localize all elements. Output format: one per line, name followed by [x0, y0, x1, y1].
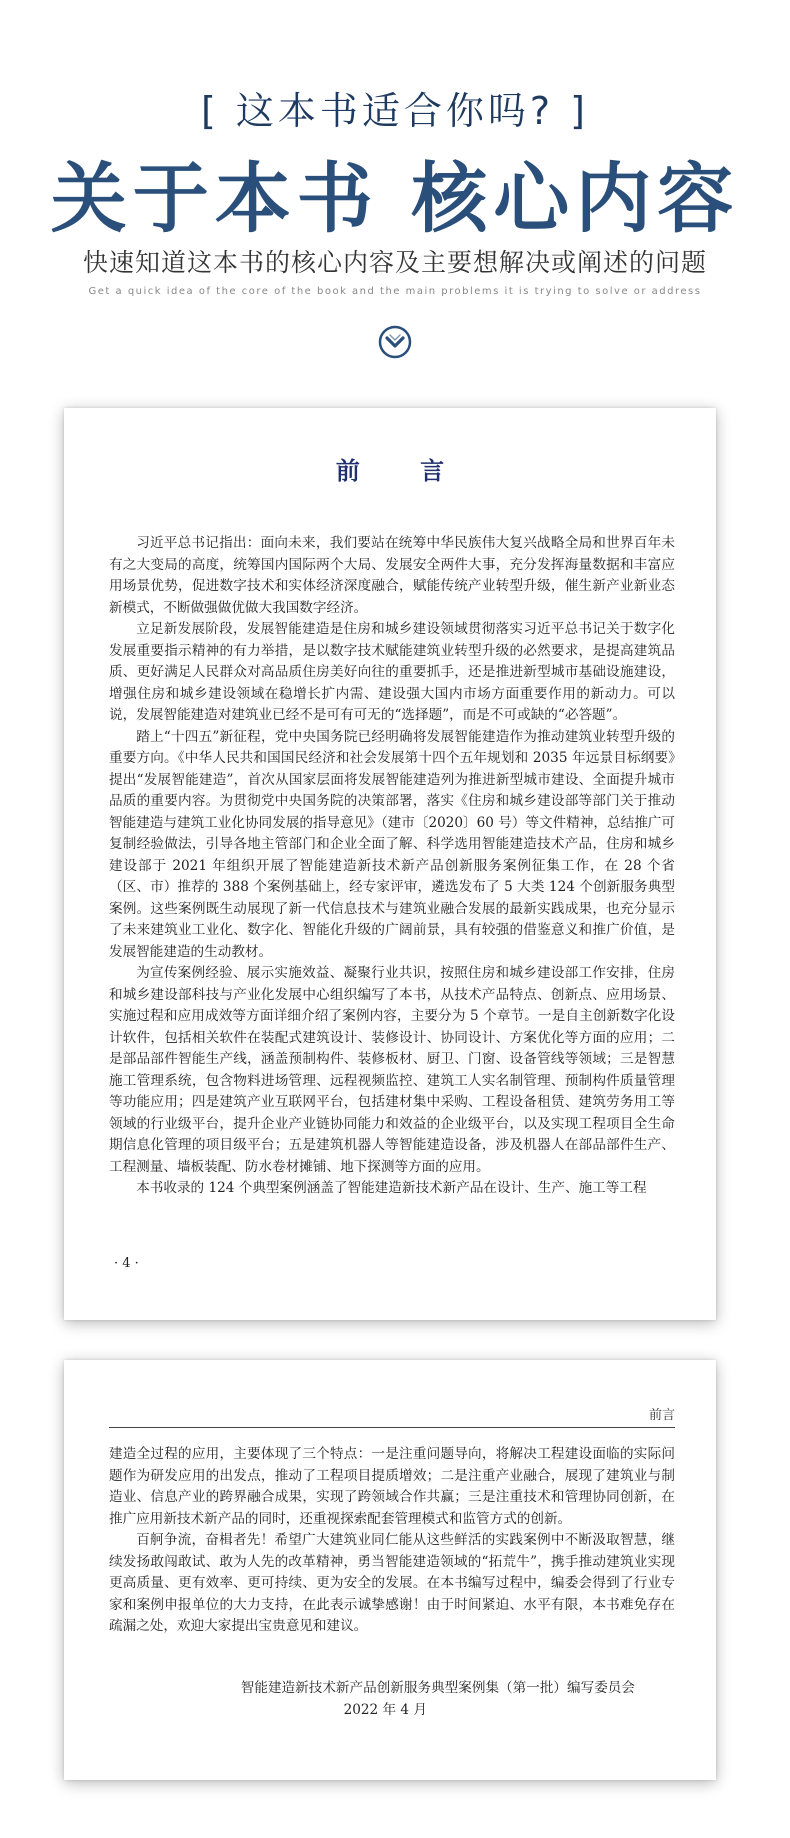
preface-page-card	[64, 408, 716, 1320]
paragraph: 立足新发展阶段，发展智能建造是住房和城乡建设领域贯彻落实习近平总书记关于数字化发展重要指示精神的有力举措，是以数字技术赋能建筑业转型升级的必然要求，是提高建筑品质、更好满足人民群众对高品质住房美好向往的重要抓手，还是推进新型城市基础设施建设，增强住房和城乡建设领域在稳增长扩内需、建设强大国内市场方面重要作用的新动力。可以说，发展智能建造对建筑业已经不是可有可无的“选择题”，而是不可或缺的“必答题”。	[109, 621, 675, 723]
tagline-english: Get a quick idea of the core of the book and the main problems it is trying to solve or address	[88, 286, 702, 297]
running-head: 前言	[109, 1404, 675, 1428]
bracket-subtitle: [ 这本书适合你吗? ]	[201, 89, 589, 133]
paragraph: 踏上“十四五”新征程，党中央国务院已经明确将发展智能建造作为推动建筑业转型升级的重要方向。《中华人民共和国国民经济和社会发展第十四个五年规划和 2035 年远景目标纲要》提出“发展智能建造”，首次从国家层面将发展智能建造列为推进新型城市建设、全面提升城市品质的重要内容。为贯彻党中央国务院的决策部署，落实《住房和城乡建设部等部门关于推动智能建造与建筑工业化协同发展的指导意见》（建市〔2020〕60 号）等文件精神，总结推广可复制经验做法，引导各地主管部门和企业全面了解、科学选用智能建造技术产品，住房和城乡建设部于 2021 年组织开展了智能建造新技术新产品创新服务案例征集工作，在 28 个省（区、市）推荐的 388 个案例基础上，经专家评审，遴选发布了 5 大类 124 个创新服务典型案例。这些案例既生动展现了新一代信息技术与建筑业融合发展的最新实践成果，也充分显示了未来建筑业工业化、数字化、智能化升级的广阔前景，具有较强的借鉴意义和推广价值，是发展智能建造的生动教材。	[109, 728, 675, 960]
paragraph: 为宣传案例经验、展示实施效益、凝聚行业共识，按照住房和城乡建设部工作安排，住房和城乡建设部科技与产业化发展中心组织编写了本书，从技术产品特点、创新点、应用场景、实施过程和应用成效等方面详细介绍了案例内容，主要分为 5 个章节。一是自主创新数字化设计软件，包括相关软件在装配式建筑设计、装修设计、协同设计、方案优化等方面的应用；二是部品部件智能生产线，涵盖预制构件、装修板材、厨卫、门窗、设备管线等领域；三是智慧施工管理系统，包含物料进场管理、远程视频监控、建筑工人实名制管理、预制构件质量管理等功能应用；四是建筑产业互联网平台，包括建材集中采购、工程设备租赁、建筑劳务用工等领域的行业级平台，提升企业产业链协同能力和效益的企业级平台，以及实现工程项目全生命期信息化管理的项目级平台；五是建筑机器人等智能建造设备，涉及机器人在部品部件生产、工程测量、墙板装配、防水卷材摊铺、地下探测等方面的应用。	[109, 965, 675, 1175]
preface-title: 前 言	[335, 456, 471, 485]
signature-org: 智能建造新技术新产品创新服务典型案例集（第一批）编写委员会	[240, 1680, 635, 1696]
page-number: · 4 ·	[114, 1256, 139, 1271]
chevron-down-circle-icon	[378, 325, 412, 359]
paragraph: 习近平总书记指出：面向未来，我们要站在统筹中华民族伟大复兴战略全局和世界百年未有之大变局的高度，统筹国内国际两个大局、发展安全两件大事，充分发挥海量数据和丰富应用场景优势，促进数字技术和实体经济深度融合，赋能传统产业转型升级，催生新产业新业态新模式，不断做强做优做大我国数字经济。	[109, 535, 675, 616]
signature-date: 2022 年 4 月	[343, 1701, 427, 1718]
paragraph: 百舸争流，奋楫者先！希望广大建筑业同仁能从这些鲜活的实践案例中不断汲取智慧，继续发扬敢闯敢试、敢为人先的改革精神，勇当智能建造领域的“拓荒牛”，携手推动建筑业实现更高质量、更有效率、更可持续、更为安全的发展。在本书编写过程中，编委会得到了行业专家和案例申报单位的大力支持，在此表示诚挚感谢！由于时间紧迫、水平有限，本书难免存在疏漏之处，欢迎大家提出宝贵意见和建议。	[109, 1532, 675, 1634]
header-banner	[0, 0, 790, 380]
preface-body	[109, 533, 675, 1200]
tagline: 快速知道这本书的核心内容及主要想解决或阐述的问题	[82, 248, 707, 277]
preface-continuation-card	[64, 1360, 716, 1780]
paragraph: 建造全过程的应用，主要体现了三个特点：一是注重问题导向，将解决工程建设面临的实际问题作为研发应用的出发点，推动了工程项目提质增效；二是注重产业融合，展现了建筑业与制造业、信息产业的跨界融合成果，实现了跨领域合作共赢；三是注重技术和管理协同创新，在推广应用新技术新产品的同时，还重视探索配套管理模式和监管方式的创新。	[109, 1446, 675, 1527]
main-title: 关于本书 核心内容	[50, 154, 740, 243]
continuation-body	[109, 1444, 675, 1638]
signature-block	[109, 1678, 675, 1721]
paragraph: 本书收录的 124 个典型案例涵盖了智能建造新技术新产品在设计、生产、施工等工程	[136, 1180, 647, 1196]
